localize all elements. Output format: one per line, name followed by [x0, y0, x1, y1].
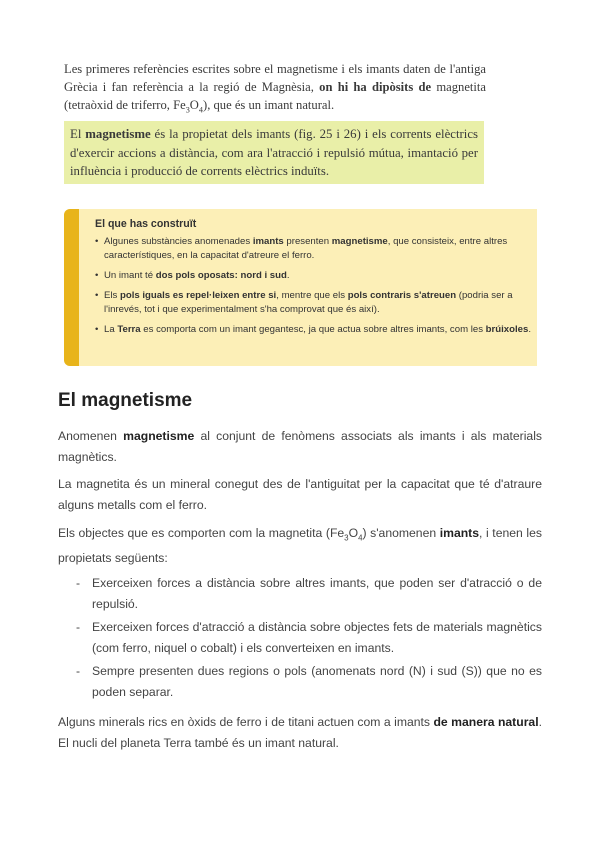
summary-item-3-bold-a: pols iguals es repel·leixen entre si	[120, 290, 277, 301]
p4-text-b: . El nucli del planeta Terra també és un imant natural.	[58, 715, 542, 750]
list-item: - Exerceixen forces d'atracció a distància sobre objectes fets de materials magnètics (com ferro, niquel o cobalt) i els converteixen en imants.	[76, 617, 542, 659]
p3-text-b: O	[348, 526, 359, 540]
list-item: - Exerceixen forces a distància sobre altres imants, que poden ser d'atracció o de repulsió.	[76, 573, 542, 615]
definition-text-b: és la propietat dels imants (fig. 25 i 26) i els corrents elèctrics d'exercir accions a distància, com ara l'atracció i repulsió mútua, imantació per influència i producció de corrents elèctrics induïts.	[70, 127, 478, 178]
summary-item-4-text-c: .	[528, 324, 531, 335]
summary-item-2-text: Un imant té	[104, 270, 156, 281]
summary-box	[64, 209, 537, 366]
intro-sub-3: 3	[185, 105, 190, 115]
p3-text-a: Els objectes que es comporten com la magnetita (Fe	[58, 526, 345, 540]
summary-item-1	[95, 235, 531, 263]
section-title: El magnetisme	[58, 390, 193, 411]
definition-box	[64, 121, 484, 184]
summary-item-1-text-b: presenten	[283, 236, 332, 247]
p1-text-a: Anomenen	[58, 429, 124, 443]
definition-text-a: El	[70, 127, 86, 141]
p3-sub-4: 4	[358, 533, 363, 543]
summary-item-3-text-c: (podria ser a l'inrevés, tot i que experimentalment s'ha comprovat que és així).	[104, 290, 513, 315]
summary-item-1-bold-b: magnetisme	[331, 236, 388, 247]
intro-paragraph	[64, 60, 486, 120]
p3-sub-3: 3	[344, 533, 349, 543]
paragraph-magnetisme	[58, 426, 542, 468]
summary-item-4-bold-a: Terra	[117, 324, 141, 335]
intro-text-d: ), que és un imant natural.	[203, 98, 335, 112]
properties-list	[76, 573, 542, 705]
intro-sub-4: 4	[198, 105, 203, 115]
summary-item-2	[95, 269, 531, 283]
p1-bold: magnetisme	[123, 429, 195, 443]
intro-text-a: Les primeres referències escrites sobre el magnetisme i els imants daten de l'antiga Grècia i fan referència a la regió de Magnèsia,	[64, 62, 486, 94]
summary-content	[95, 217, 531, 343]
summary-item-3	[95, 289, 531, 317]
summary-item-3-text: Els	[104, 290, 120, 301]
summary-item-4	[95, 323, 531, 337]
intro-text-b: magnetita (tetraòxid de triferro, Fe	[64, 80, 487, 112]
summary-item-1-text: Algunes substàncies anomenades	[104, 236, 253, 247]
summary-item-1-bold-a: imants	[252, 236, 284, 247]
intro-bold: on hi ha dipòsits de	[319, 80, 432, 94]
summary-item-4-bold-b: brúixoles	[485, 324, 529, 335]
summary-item-2-text-b: .	[286, 270, 290, 281]
summary-list	[95, 235, 531, 337]
summary-item-4-text: La	[104, 324, 118, 335]
summary-item-3-bold-b: pols contraris s'atreuen	[347, 290, 457, 301]
p1-text-b: al conjunt de fenòmens associats als imants i als materials magnètics.	[58, 429, 542, 464]
summary-accent-bar	[64, 209, 79, 366]
paragraph-magnetita: La magnetita és un mineral conegut des de l'antiguitat per la capacitat que té d'atraure alguns metalls com el ferro.	[58, 477, 542, 512]
summary-item-2-bold: dos pols oposats: nord i sud	[155, 270, 287, 281]
summary-item-3-text-b: , mentre que els	[276, 290, 348, 301]
definition-bold: magnetisme	[85, 127, 151, 141]
summary-item-1-text-c: , que consisteix, entre altres característiques, en la capacitat d'atreure el ferro.	[104, 236, 508, 261]
paragraph-natural-imants	[58, 712, 542, 754]
p4-bold: de manera natural	[433, 715, 539, 729]
p3-text-c: ) s'anomenen	[362, 526, 440, 540]
summary-title: El que has construït	[95, 218, 197, 230]
p3-bold: imants	[439, 526, 480, 540]
intro-text-c: O	[189, 98, 199, 112]
list-item: - Sempre presenten dues regions o pols (anomenats nord (N) i sud (S)) que no es poden separar.	[76, 661, 542, 703]
p4-text-a: Alguns minerals rics en òxids de ferro i de titani actuen com a imants	[58, 715, 434, 729]
paragraph-imants	[58, 523, 542, 569]
p3-text-d: , i tenen les propietats següents:	[58, 526, 542, 566]
summary-item-4-text-b: es comporta com un imant gegantesc, ja que actua sobre altres imants, com les	[140, 324, 486, 335]
